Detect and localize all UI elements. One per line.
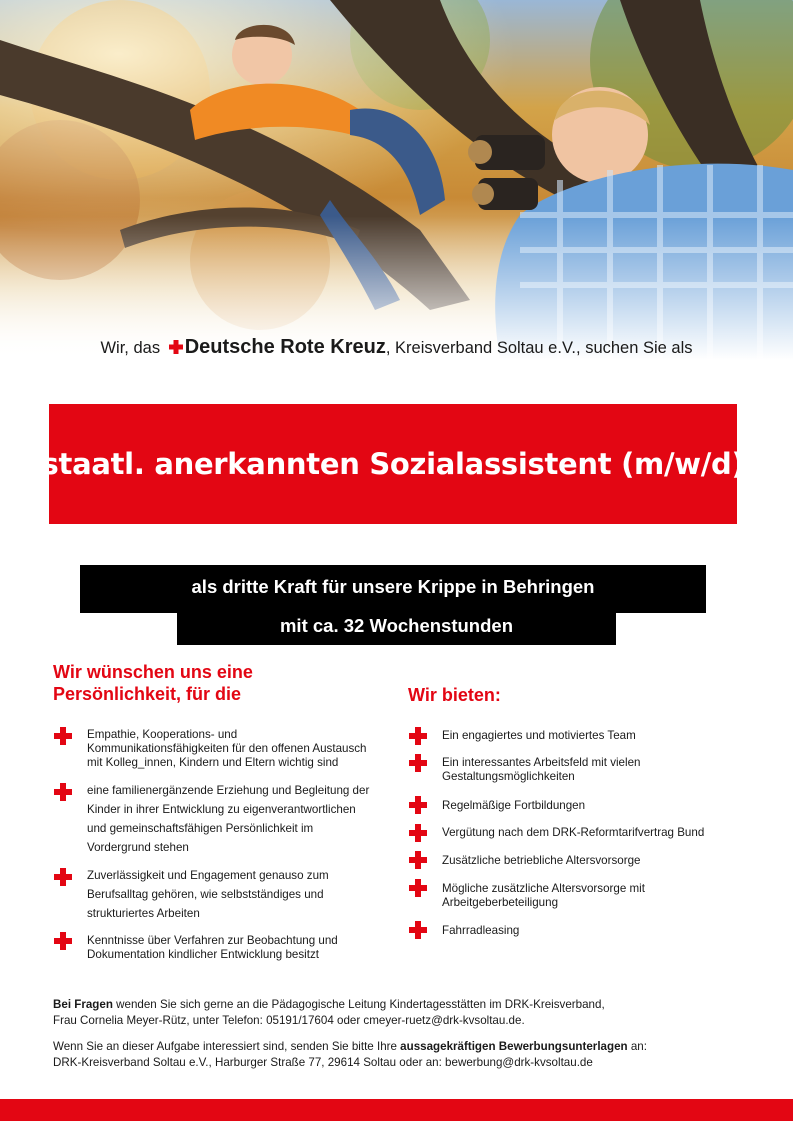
list-item-line: Gestaltungsmöglichkeiten bbox=[442, 770, 575, 783]
subtitle-block-1 bbox=[80, 565, 706, 613]
list-item-line: Zusätzliche betriebliche Altersvorsorge bbox=[442, 854, 641, 867]
list-item bbox=[87, 781, 369, 857]
contact-paragraph bbox=[53, 997, 605, 1029]
left-heading-line-1: Wir wünschen uns eine bbox=[53, 662, 253, 682]
list-item bbox=[442, 924, 519, 938]
apply-bold: aussagekräftigen Bewerbungsunterlagen bbox=[400, 1040, 628, 1053]
job-title-banner bbox=[41, 404, 745, 524]
questions-text: wenden Sie sich gerne an die Pädagogische Leitung Kindertagesstätten im DRK-Kreisverband, bbox=[112, 998, 605, 1011]
list-item-line: und gemeinschaftsfähigen Persönlichkeit im bbox=[87, 822, 314, 835]
red-cross-bullet-icon bbox=[409, 921, 427, 939]
list-item bbox=[442, 882, 645, 910]
list-item-line: Zuverlässigkeit und Engagement genauso zum bbox=[87, 869, 329, 882]
red-cross-bullet-icon bbox=[409, 879, 427, 897]
red-cross-icon bbox=[169, 340, 183, 354]
list-item-line: Vordergrund stehen bbox=[87, 841, 189, 854]
list-item bbox=[87, 866, 329, 923]
list-item-line: Regelmäßige Fortbildungen bbox=[442, 799, 586, 812]
address-line: DRK-Kreisverband Soltau e.V., Harburger Straße 77, 29614 Soltau oder an: bewerbung@drk-kvsoltau.de bbox=[53, 1056, 593, 1069]
left-heading bbox=[53, 661, 253, 705]
intro-suffix: , Kreisverband Soltau e.V., suchen Sie als bbox=[385, 339, 693, 357]
list-item-line: Berufsalltag gehören, wie selbstständiges und bbox=[87, 888, 324, 901]
subtitle-block-2 bbox=[177, 607, 616, 645]
subtitle-line-2: mit ca. 32 Wochenstunden bbox=[279, 615, 513, 636]
apply-text: Wenn Sie an dieser Aufgabe interessiert sind, senden Sie bitte Ihre bbox=[53, 1040, 401, 1053]
red-cross-bullet-icon bbox=[409, 851, 427, 869]
apply-suffix: an: bbox=[627, 1040, 647, 1053]
red-cross-bullet-icon bbox=[409, 796, 427, 814]
list-item-line: Dokumentation kindlicher Entwicklung besitzt bbox=[87, 948, 319, 961]
list-item-line: Kommunikationsfähigkeiten für den offenen Austausch bbox=[87, 742, 367, 755]
list-item-line: Kinder in ihrer Entwicklung zu eigenverantwortlichen bbox=[87, 803, 356, 816]
application-paragraph bbox=[53, 1039, 647, 1071]
list-item-line: Ein interessantes Arbeitsfeld mit vielen bbox=[442, 756, 641, 769]
list-item-line: Vergütung nach dem DRK-Reformtarifvertrag Bund bbox=[442, 826, 705, 839]
list-item bbox=[87, 728, 367, 770]
red-cross-bullet-icon bbox=[54, 783, 72, 801]
list-item bbox=[87, 934, 338, 962]
job-title: staatl. anerkannten Sozialassistent (m/w/d) bbox=[41, 447, 745, 481]
list-item bbox=[442, 854, 640, 868]
left-heading-line-2: Persönlichkeit, für die bbox=[53, 684, 242, 704]
intro-prefix: Wir, das bbox=[100, 339, 161, 357]
list-item-line: Arbeitgeberbeteiligung bbox=[442, 896, 559, 909]
list-item-line: Mögliche zusätzliche Altersvorsorge mit bbox=[442, 882, 645, 895]
intro-line bbox=[0, 336, 793, 359]
questions-label: Bei Fragen bbox=[53, 998, 113, 1011]
red-cross-bullet-icon bbox=[54, 868, 72, 886]
subtitle-line-1: als dritte Kraft für unsere Krippe in Behringen bbox=[191, 576, 595, 597]
list-item-line: Fahrradleasing bbox=[442, 924, 520, 937]
red-cross-bullet-icon bbox=[409, 824, 427, 842]
hero-photo bbox=[0, 0, 793, 360]
list-item-line: Ein engagiertes und motiviertes Team bbox=[442, 729, 636, 742]
contact-line: Frau Cornelia Meyer-Rütz, unter Telefon: 05191/17604 oder cmeyer-ruetz@drk-kvsoltau.de. bbox=[53, 1014, 525, 1027]
list-item bbox=[442, 799, 585, 813]
red-cross-bullet-icon bbox=[409, 727, 427, 745]
right-heading: Wir bieten: bbox=[408, 685, 501, 705]
list-item bbox=[442, 756, 640, 784]
children-in-tree-illustration bbox=[0, 0, 793, 360]
list-item-line: eine familienergänzende Erziehung und Begleitung der bbox=[87, 784, 370, 797]
red-cross-bullet-icon bbox=[54, 727, 72, 745]
list-item-line: Empathie, Kooperations- und bbox=[87, 728, 238, 741]
list-item-line: strukturiertes Arbeiten bbox=[87, 907, 200, 920]
red-cross-bullet-icon bbox=[409, 754, 427, 772]
list-item bbox=[442, 729, 636, 743]
bottom-red-bar bbox=[0, 1099, 793, 1121]
org-name: Deutsche Rote Kreuz bbox=[184, 336, 386, 358]
list-item-line: Kenntnisse über Verfahren zur Beobachtung und bbox=[87, 934, 338, 947]
list-item bbox=[442, 826, 704, 840]
list-item-line: mit Kolleg_innen, Kindern und Eltern wichtig sind bbox=[87, 756, 339, 769]
red-cross-bullet-icon bbox=[54, 932, 72, 950]
